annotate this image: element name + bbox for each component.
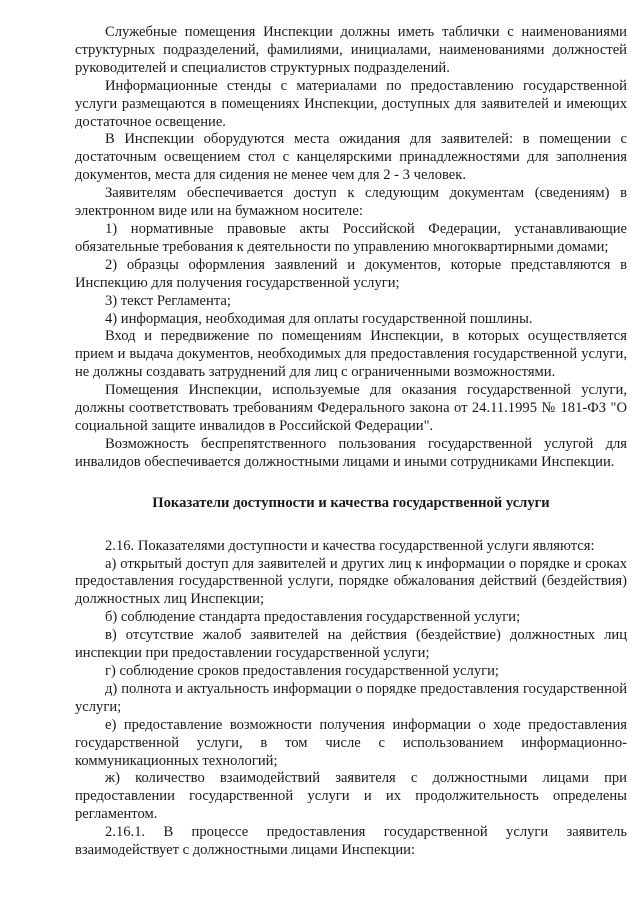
paragraph-office-signs: Служебные помещения Инспекции должны иметь таблички с наименованиями структурных подразделений, фамилиями, инициалами, наименованиями должностей руководителей и специалистов структурных подразделений. (75, 24, 627, 76)
paragraph-info-stands: Информационные стенды с материалами по предоставлению государственной услуги размещаются в помещениях Инспекции, доступных для заявителей и имеющих достаточное освещение. (75, 77, 627, 130)
paragraph-disabled-access: Возможность беспрепятственного пользования государственной услугой для инвалидов обеспечивается должностными лицами и иными сотрудниками Инспекции. (75, 435, 627, 470)
paragraph-waiting-areas: В Инспекции оборудуются места ожидания для заявителей: в помещении с достаточным освещением стол с канцелярскими принадлежностями для заполнения документов, места для сидения не менее чем для 2 - 3 человек. (75, 131, 627, 184)
indicator-b: б) соблюдение стандарта предоставления государственной услуги; (105, 609, 521, 626)
paragraph-entrance-access: Вход и передвижение по помещениям Инспекции, в которых осуществляется прием и выдача документов, необходимых для предоставления государственной услуги, не должны создавать затруднений для лиц с ограниченными возможностями. (75, 328, 627, 381)
paragraph-document-access: Заявителям обеспечивается доступ к следующим документам (сведениям) в электронном виде или на бумажном носителе: (75, 185, 627, 220)
list-item-3: 3) текст Регламента; (105, 292, 231, 309)
list-item-2: 2) образцы оформления заявлений и документов, которые представляются в Инспекцию для получения государственной услуги; (75, 256, 627, 291)
paragraph-premises-requirements: Помещения Инспекции, используемые для оказания государственной услуги, должны соответствовать требованиям Федерального закона от 24.11.1995 № 181-ФЗ "О социальной защите инвалидов в Российской Федерации". (75, 382, 627, 434)
section-heading: Показатели доступности и качества государственной услуги (152, 494, 550, 511)
indicator-v: в) отсутствие жалоб заявителей на действия (бездействие) должностных лиц инспекции при предоставлении государственной услуги; (75, 627, 627, 662)
indicator-d: д) полнота и актуальность информации о порядке предоставления государственной услуги; (75, 680, 627, 715)
indicator-g: г) соблюдение сроков предоставления государственной услуги; (105, 663, 499, 679)
document-page (75, 24, 627, 860)
list-item-1: 1) нормативные правовые акты Российской Федерации, устанавливающие обязательные требования к деятельности по управлению многоквартирными домами; (75, 220, 627, 255)
indicator-e: е) предоставление возможности получения информации о ходе предоставления государственной услуги, в том числе с использованием информационно-коммуникационных технологий; (75, 716, 627, 769)
paragraph-2-16-1: 2.16.1. В процессе предоставления государственной услуги заявитель взаимодействует с должностными лицами Инспекции: (75, 824, 627, 859)
list-item-4: 4) информация, необходимая для оплаты государственной пошлины. (105, 310, 533, 327)
paragraph-2-16: 2.16. Показателями доступности и качества государственной услуги являются: (105, 537, 595, 554)
indicator-zh: ж) количество взаимодействий заявителя с должностными лицами при предоставлении государственной услуги и их продолжительность определены регламентом. (75, 770, 627, 823)
indicator-a: а) открытый доступ для заявителей и других лиц к информации о порядке и сроках предоставления государственной услуги, порядке обжалования действий (бездействия) должностных лиц Инспекции; (75, 555, 627, 608)
